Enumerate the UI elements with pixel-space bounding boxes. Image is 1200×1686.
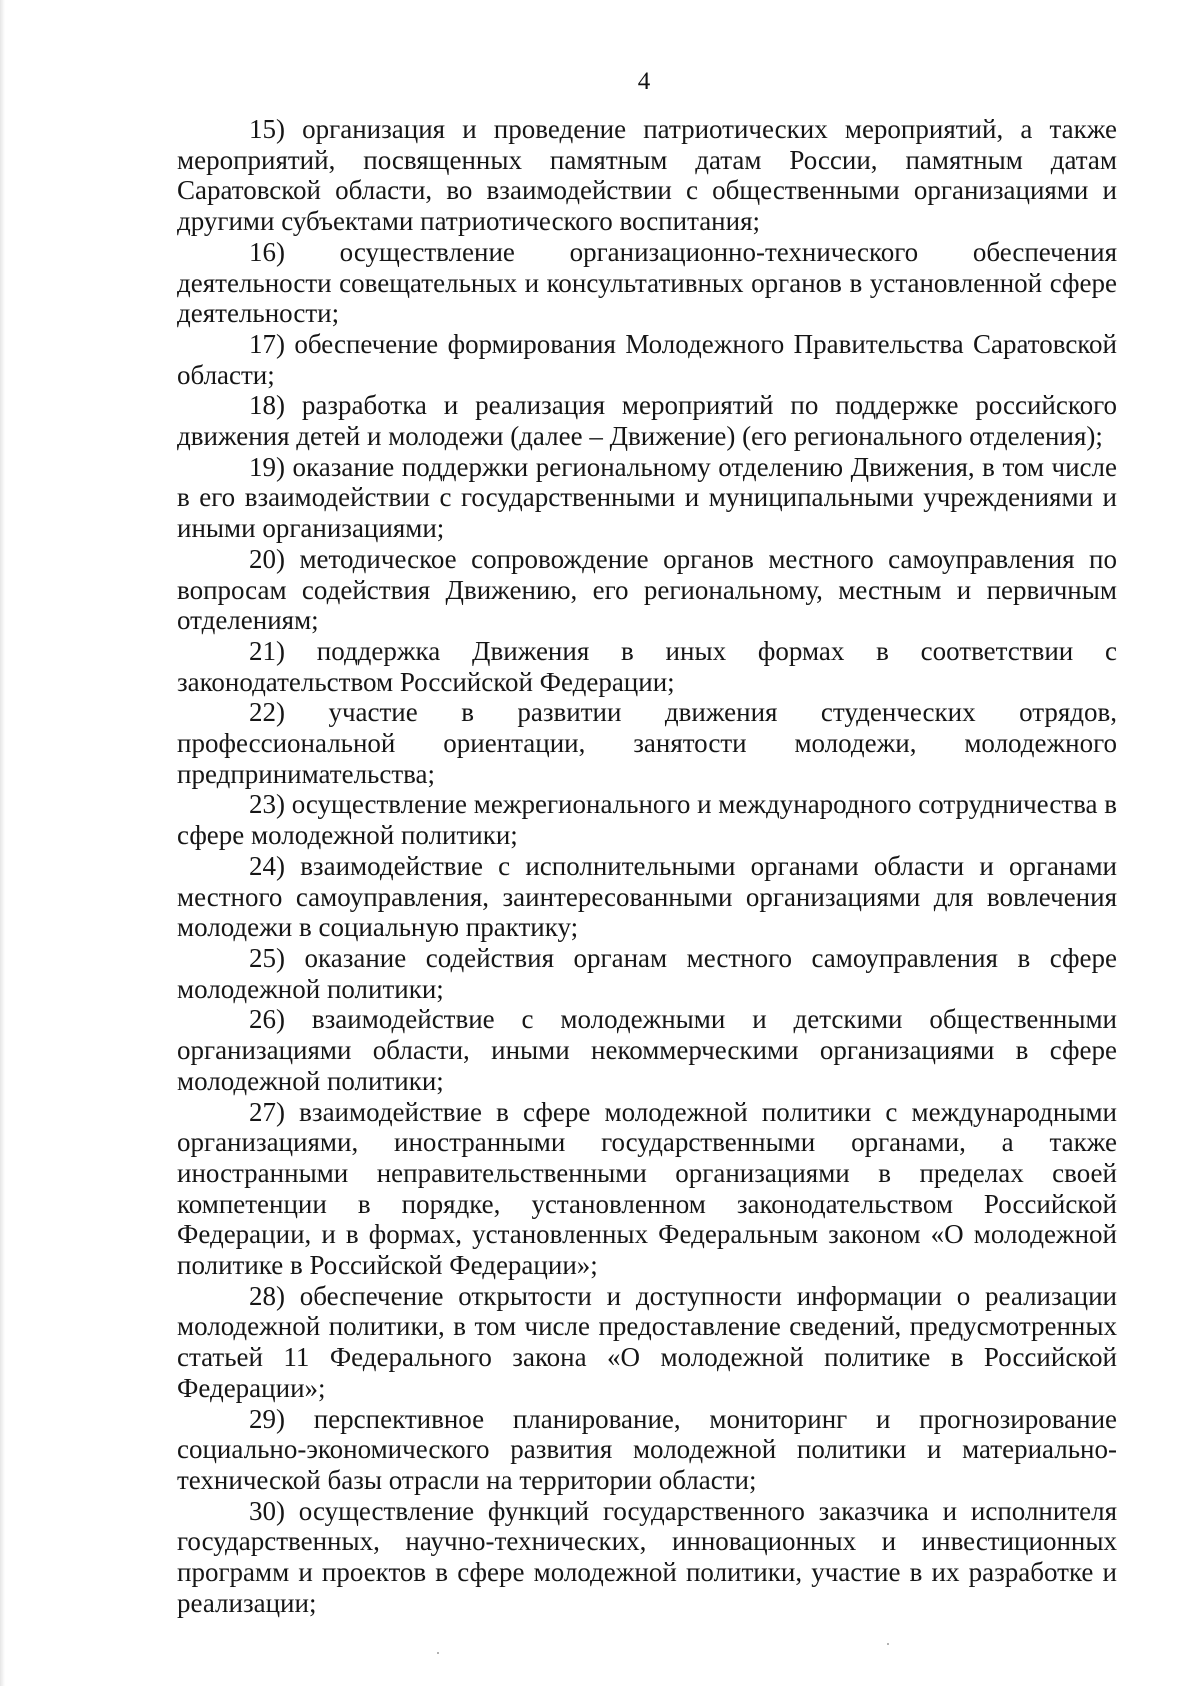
list-item-19: 19) оказание поддержки региональному отделению Движения, в том числе в его взаимодействии с государственными и муниципальными учреждениями и иными организациями; — [177, 451, 1117, 544]
list-item-26: 26) взаимодействие с молодежными и детскими общественными организациями области, иными некоммерческими организациями в сфере молодежной политики; — [177, 1004, 1117, 1096]
list-item-22: 22) участие в развитии движения студенческих отрядов, профессиональной ориентации, занятости молодежи, молодежного предпринимательства; — [177, 697, 1117, 789]
page-number: 4 — [637, 68, 651, 95]
list-item-27: 27) взаимодействие в сфере молодежной политики с международными организациями, иностранными государственными органами, а также иностранными неправительственными организациями в пределах своей компетенции в порядке, установленном законодательством Российской Федерации, и в формах, установленных Федеральным законом «О молодежной политике в Российской Федерации»; — [177, 1096, 1117, 1281]
list-item-18: 18) разработка и реализация мероприятий по поддержке российского движения детей и молодежи (далее – Движение) (его регионального отделения); — [177, 390, 1117, 452]
list-item-28: 28) обеспечение открытости и доступности информации о реализации молодежной политики, в том числе предоставление сведений, предусмотренных статьей 11 Федерального закона «О молодежной политике в Российской Федерации»; — [177, 1280, 1117, 1403]
list-item-16: 16) осуществление организационно-технического обеспечения деятельности совещательных и консультативных органов в установленной сфере деятельности; — [177, 236, 1117, 329]
list-item-29: 29) перспективное планирование, мониторинг и прогнозирование социально-экономического развития молодежной политики и материально-технической базы отрасли на территории области; — [177, 1403, 1117, 1495]
document-body — [177, 114, 1117, 1618]
scan-edge-shadow — [0, 0, 5, 1686]
list-item-21: 21) поддержка Движения в иных формах в соответствии с законодательством Российской Федерации; — [177, 635, 1117, 697]
list-item-15: 15) организация и проведение патриотических мероприятий, а также мероприятий, посвященных памятным датам России, памятным датам Саратовской области, во взаимодействии с общественными организациями и другими субъектами патриотического воспитания; — [177, 114, 1117, 237]
list-item-25: 25) оказание содействия органам местного самоуправления в сфере молодежной политики; — [177, 942, 1117, 1004]
scan-speck — [887, 1643, 889, 1645]
list-item-23: 23) осуществление межрегионального и международного сотрудничества в сфере молодежной политики; — [177, 789, 1117, 851]
list-item-30: 30) осуществление функций государственного заказчика и исполнителя государственных, научно-технических, инновационных и инвестиционных программ и проектов в сфере молодежной политики, участие в их разработке и реализации; — [177, 1495, 1117, 1618]
list-item-17: 17) обеспечение формирования Молодежного Правительства Саратовской области; — [177, 328, 1117, 390]
scan-speck — [437, 1652, 439, 1654]
list-item-20: 20) методическое сопровождение органов местного самоуправления по вопросам содействия Движению, его региональному, местным и первичным отделениям; — [177, 543, 1117, 636]
list-item-24: 24) взаимодействие с исполнительными органами области и органами местного самоуправления, заинтересованными организациями для вовлечения молодежи в социальную практику; — [177, 850, 1117, 943]
